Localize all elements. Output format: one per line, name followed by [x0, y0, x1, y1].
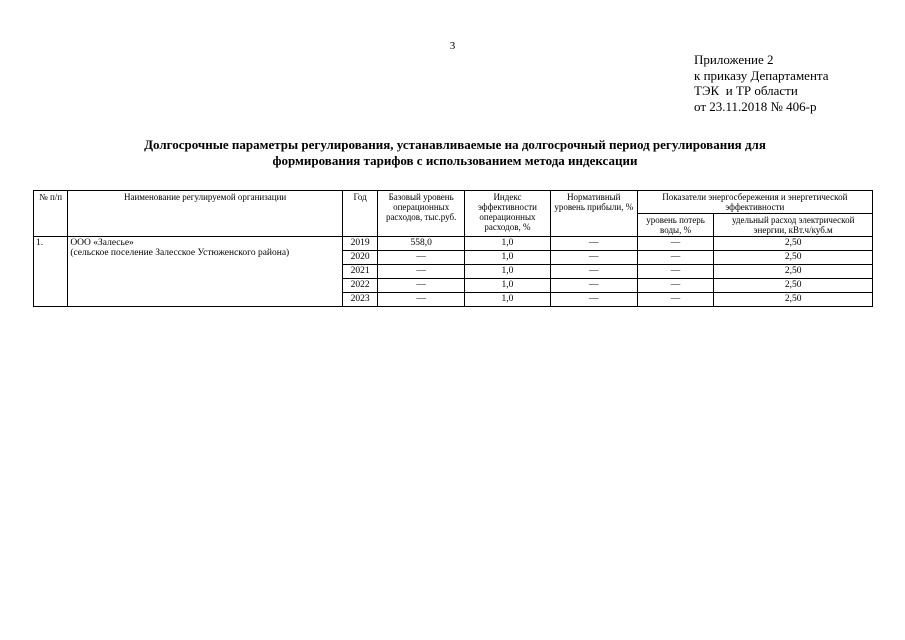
header-energy-group: Показатели энергосбережения и энергетической эффективности — [637, 191, 872, 214]
base-level-cell: — — [378, 279, 465, 293]
appendix-line-3: ТЭК и ТР области — [694, 83, 798, 98]
efficiency-index-cell: 1,0 — [465, 279, 551, 293]
profit-level-cell: — — [550, 279, 637, 293]
organization-name: ООО «Залесье» — [70, 238, 134, 248]
efficiency-index-cell: 1,0 — [465, 293, 551, 307]
header-water-losses: уровень потерь воды, % — [637, 214, 714, 237]
base-level-cell: 558,0 — [378, 237, 465, 251]
year-cell: 2022 — [342, 279, 377, 293]
water-losses-cell: — — [637, 279, 714, 293]
organization-location: (сельское поселение Залесское Устюженского района) — [70, 248, 290, 258]
header-year: Год — [342, 191, 377, 237]
regulation-parameters-table — [33, 190, 873, 307]
efficiency-index-cell: 1,0 — [465, 265, 551, 279]
efficiency-index-cell: 1,0 — [465, 251, 551, 265]
water-losses-cell: — — [637, 237, 714, 251]
title-line-1: Долгосрочные параметры регулирования, устанавливаемые на долгосрочный период регулирования для — [144, 137, 766, 152]
profit-level-cell: — — [550, 237, 637, 251]
header-energy-consumption: удельный расход электрической энергии, кВт.ч/куб.м — [714, 214, 873, 237]
energy-consumption-cell: 2,50 — [714, 237, 873, 251]
header-number: № п/п — [34, 191, 68, 237]
title-line-2: формирования тарифов с использованием метода индексации — [272, 153, 638, 168]
table-row — [34, 237, 873, 251]
water-losses-cell: — — [637, 265, 714, 279]
appendix-line-2: к приказу Департамента — [694, 67, 829, 83]
header-base-level: Базовый уровень операционных расходов, тыс.руб. — [378, 191, 465, 237]
base-level-cell: — — [378, 251, 465, 265]
energy-consumption-cell: 2,50 — [714, 279, 873, 293]
energy-consumption-cell: 2,50 — [714, 265, 873, 279]
page-number: 3 — [449, 40, 456, 52]
energy-consumption-cell: 2,50 — [714, 251, 873, 265]
header-efficiency-index: Индекс эффективности операционных расходов, % — [465, 191, 551, 237]
base-level-cell: — — [378, 293, 465, 307]
water-losses-cell: — — [637, 293, 714, 307]
year-cell: 2021 — [342, 265, 377, 279]
base-level-cell: — — [378, 265, 465, 279]
profit-level-cell: — — [550, 293, 637, 307]
header-profit-level: Нормативный уровень прибыли, % — [550, 191, 637, 237]
water-losses-cell: — — [637, 251, 714, 265]
year-cell: 2019 — [342, 237, 377, 251]
organization-cell — [68, 237, 343, 307]
year-cell: 2020 — [342, 251, 377, 265]
appendix-block — [694, 52, 829, 114]
table-header-row-1 — [34, 191, 873, 214]
row-number: 1. — [34, 237, 68, 307]
profit-level-cell: — — [550, 251, 637, 265]
efficiency-index-cell: 1,0 — [465, 237, 551, 251]
energy-consumption-cell: 2,50 — [714, 293, 873, 307]
year-cell: 2023 — [342, 293, 377, 307]
document-title — [40, 137, 870, 169]
appendix-line-4: от 23.11.2018 № 406-р — [694, 98, 817, 114]
appendix-line-1: Приложение 2 — [694, 52, 774, 67]
profit-level-cell: — — [550, 265, 637, 279]
header-organization: Наименование регулируемой организации — [68, 191, 343, 237]
